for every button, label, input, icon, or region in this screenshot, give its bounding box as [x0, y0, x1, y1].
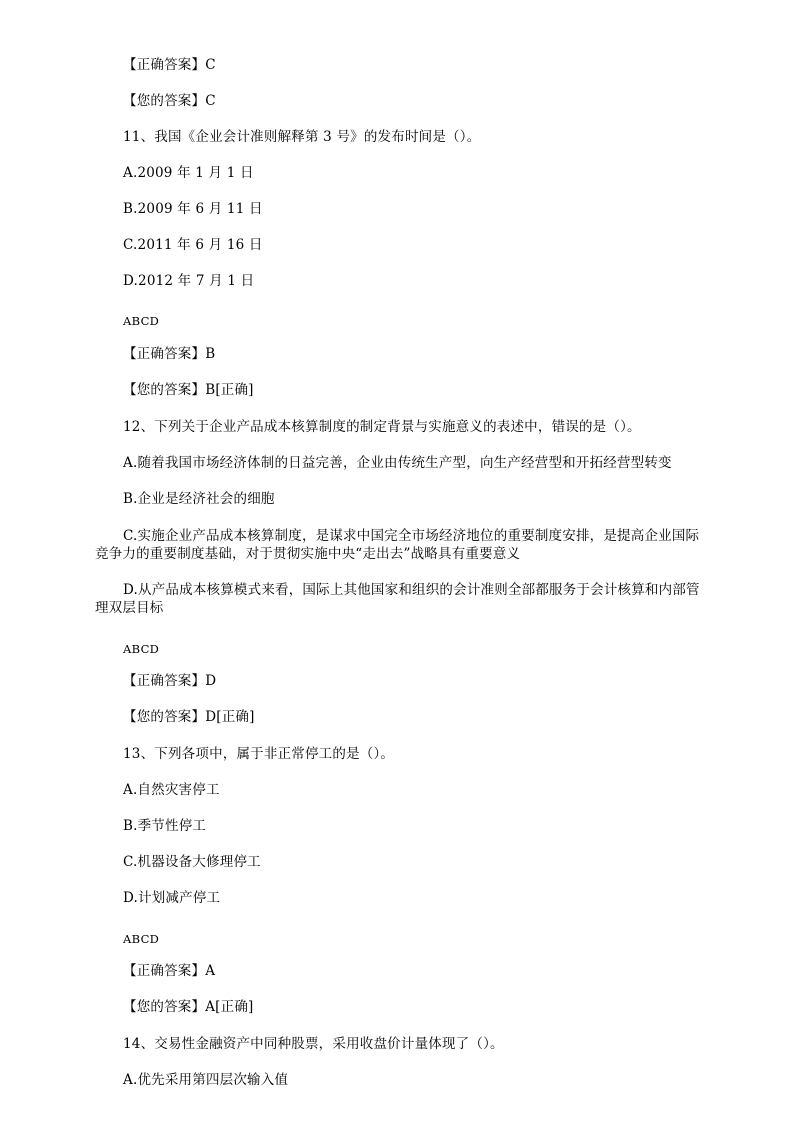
option-a: A.自然灾害停工	[123, 782, 220, 798]
option-d: D.2012 年 7 月 1 日	[123, 273, 255, 289]
question-13: 13、下列各项中，属于非正常停工的是（）。	[123, 746, 395, 762]
answer-correct-q10: 【正确答案】C	[123, 57, 216, 73]
answer-yours: 【您的答案】A[正确]	[123, 999, 254, 1015]
answer-yours: 【您的答案】D[正确]	[123, 709, 255, 725]
option-c: C.实施企业产品成本核算制度，是谋求中国完全市场经济地位的重要制度安排，是提高企业国际竞争力的重要制度基础，对于贯彻实施中央“走出去”战略具有重要意义	[95, 528, 700, 562]
option-letters: ABCD	[123, 642, 160, 656]
answer-yours-q10: 【您的答案】C	[123, 93, 216, 109]
option-d: D.计划减产停工	[123, 890, 221, 906]
option-b: B.企业是经济社会的细胞	[123, 491, 275, 507]
option-c: C.机器设备大修理停工	[123, 854, 261, 870]
option-a: A.2009 年 1 月 1 日	[123, 165, 254, 181]
option-a: A.优先采用第四层次输入值	[123, 1072, 289, 1088]
option-letters: ABCD	[123, 932, 160, 946]
answer-yours: 【您的答案】B[正确]	[123, 382, 254, 398]
option-a: A.随着我国市场经济体制的日益完善，企业由传统生产型，向生产经营型和开拓经营型转变	[123, 455, 672, 471]
answer-correct: 【正确答案】D	[123, 673, 217, 689]
question-11: 11、我国《企业会计准则解释第 3 号》的发布时间是（）。	[123, 129, 481, 145]
option-b: B.2009 年 6 月 11 日	[123, 201, 263, 217]
answer-correct: 【正确答案】A	[123, 963, 216, 979]
option-c: C.2011 年 6 月 16 日	[123, 237, 263, 253]
option-d: D.从产品成本核算模式来看，国际上其他国家和组织的会计准则全部都服务于会计核算和内部管理双层目标	[95, 582, 700, 616]
option-letters: ABCD	[123, 314, 160, 328]
answer-correct: 【正确答案】B	[123, 346, 216, 362]
question-14: 14、交易性金融资产中同种股票，采用收盘价计量体现了（）。	[123, 1036, 504, 1052]
option-b: B.季节性停工	[123, 818, 207, 834]
question-12: 12、下列关于企业产品成本核算制度的制定背景与实施意义的表述中，错误的是（）。	[123, 419, 641, 435]
